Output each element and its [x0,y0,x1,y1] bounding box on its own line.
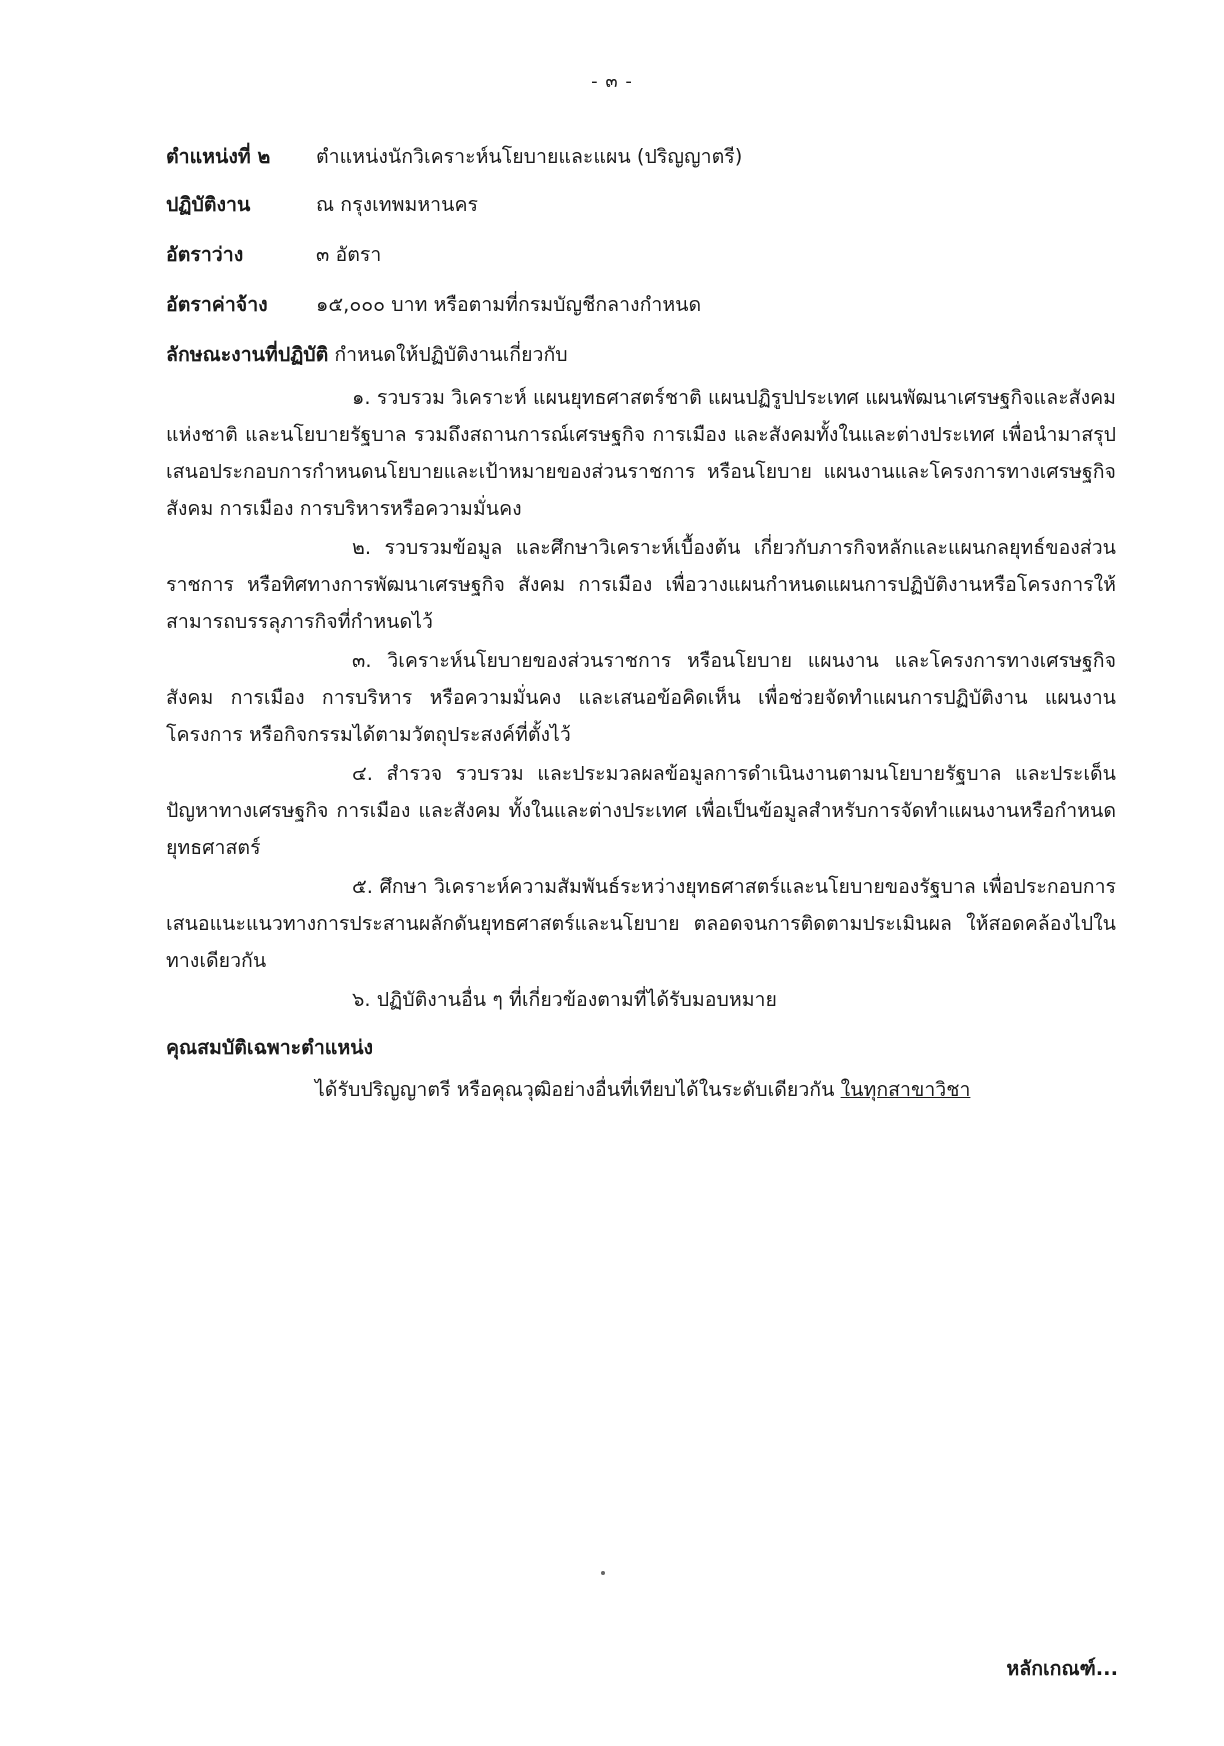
duties-list [166,379,1116,1020]
continuation-text: หลักเกณฑ์... [1006,1657,1118,1680]
position-value: ตำแหน่งนักวิเคราะห์นโยบายและแผน (ปริญญาตรี) [316,145,743,168]
duty-item-2: ๒. รวบรวมข้อมูล และศึกษาวิเคราะห์เบื้องต้น เกี่ยวกับภารกิจหลักและแผนกลยุทธ์ของส่วนราชการ หรือทิศทางการพัฒนาเศรษฐกิจ สังคม การเมือง เพื่อวางแผนกำหนดแผนการปฏิบัติงานหรือโครงการให้สามารถบรรลุภารกิจที่กำหนดไว้ [166,536,1116,633]
duty-item-3: ๓. วิเคราะห์นโยบายของส่วนราชการ หรือนโยบาย แผนงาน และโครงการทางเศรษฐกิจสังคม การเมือง การบริหาร หรือความมั่นคง และเสนอข้อคิดเห็น เพื่อช่วยจัดทำแผนการปฏิบัติงาน แผนงานโครงการ หรือกิจกรรมได้ตามวัตถุประสงค์ที่ตั้งไว้ [166,649,1116,746]
duty-item-4: ๔. สำรวจ รวบรวม และประมวลผลข้อมูลการดำเนินงานตามนโยบายรัฐบาล และประเด็นปัญหาทางเศรษฐกิจ การเมือง และสังคม ทั้งในและต่างประเทศ เพื่อเป็นข้อมูลสำหรับการจัดทำแผนงานหรือกำหนดยุทธศาสตร์ [166,762,1116,859]
qualifications-main-text: ได้รับปริญญาตรี หรือคุณวุฒิอย่างอื่นที่เทียบได้ในระดับเดียวกัน [315,1078,835,1101]
qualifications-underlined-text: ในทุกสาขาวิชา [840,1078,971,1101]
page-number: - ๓ - [591,71,633,92]
duties-intro: กำหนดให้ปฏิบัติงานเกี่ยวกับ [334,343,568,366]
qualifications-text [315,1075,970,1105]
salary-value: ๑๕,๐๐๐ บาท หรือตามที่กรมบัญชีกลางกำหนด [316,293,702,316]
duty-item-1: ๑. รวบรวม วิเคราะห์ แผนยุทธศาสตร์ชาติ แผนปฏิรูปประเทศ แผนพัฒนาเศรษฐกิจและสังคมแห่งชาติ และนโยบายรัฐบาล รวมถึงสถานการณ์เศรษฐกิจ การเมือง และสังคมทั้งในและต่างประเทศ เพื่อนำมาสรุปเสนอประกอบการกำหนดนโยบายและเป้าหมายของส่วนราชการ หรือนโยบาย แผนงานและโครงการทางเศรษฐกิจ สังคม การเมือง การบริหารหรือความมั่นคง [166,386,1116,520]
duty-item-5: ๕. ศึกษา วิเคราะห์ความสัมพันธ์ระหว่างยุทธศาสตร์และนโยบายของรัฐบาล เพื่อประกอบการเสนอแนะแนวทางการประสานผลักดันยุทธศาสตร์และนโยบาย ตลอดจนการติดตามประเมินผล ให้สอดคล้องไปในทางเดียวกัน [166,875,1116,972]
scan-speck [601,1571,605,1575]
qualifications-heading: คุณสมบัติเฉพาะตำแหน่ง [166,1036,374,1059]
duty-item-6: ๖. ปฏิบัติงานอื่น ๆ ที่เกี่ยวข้องตามที่ได้รับมอบหมาย [352,988,777,1011]
workplace-label: ปฏิบัติงาน [166,193,251,216]
salary-label: อัตราค่าจ้าง [166,293,268,316]
vacancies-label: อัตราว่าง [166,243,244,266]
position-label: ตำแหน่งที่ ๒ [166,145,271,168]
duties-heading [166,340,568,370]
duties-heading-label: ลักษณะงานที่ปฏิบัติ [166,343,329,366]
workplace-value: ณ กรุงเทพมหานคร [316,193,478,216]
vacancies-value: ๓ อัตรา [316,243,382,266]
